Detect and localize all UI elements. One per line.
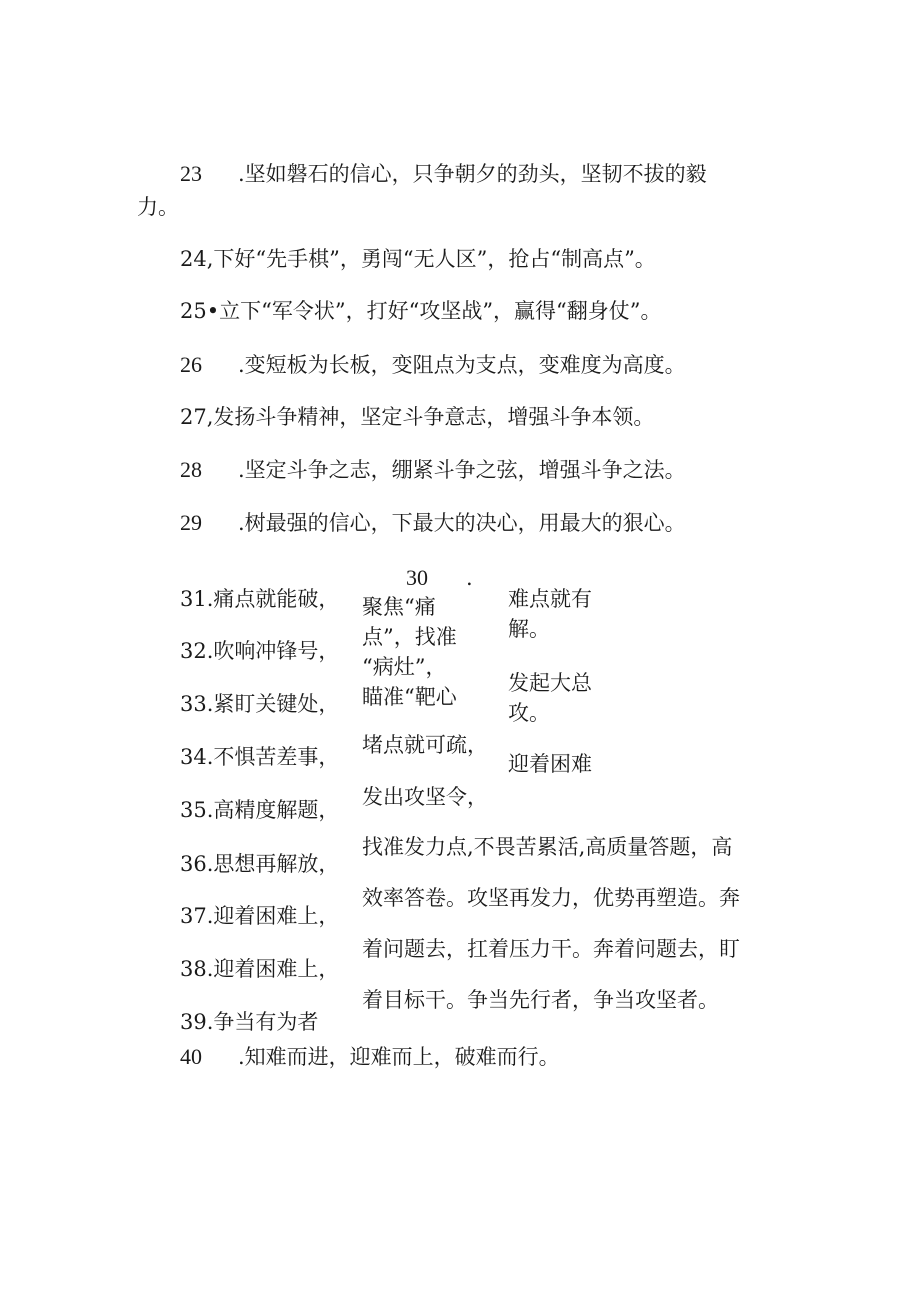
left-item-37: 37.迎着困难上， [180, 904, 340, 928]
left-item-33: 33.紧盯关键处， [180, 692, 340, 716]
item-26-text: .变短板为长板，变阻点为支点，变难度为高度。 [238, 353, 686, 377]
item-26-number: 26 [180, 352, 202, 377]
item-29-number: 29 [180, 510, 202, 535]
left-item-35: 35.高精度解题， [180, 798, 340, 822]
middle-line-3: “病灶”， [362, 655, 447, 679]
item-40-text: .知难而进，迎难而上，破难而行。 [238, 1045, 560, 1069]
wide-line-2: 效率答卷。攻坚再发力，优势再塑造。奔 [362, 886, 740, 910]
wide-line-3: 着问题去，扛着压力干。奔着问题去，盯 [362, 937, 740, 961]
left-item-32: 32.吹响冲锋号， [180, 639, 340, 663]
right-line-5: 迎着困难 [508, 752, 592, 776]
item-30-number: 30 [406, 565, 428, 590]
item-23-text: .坚如磐石的信心，只争朝夕的劲头，坚韧不拔的毅 [238, 162, 707, 186]
right-line-1: 难点就有 [508, 587, 592, 611]
left-column [180, 580, 360, 1034]
right-line-2: 解。 [508, 617, 550, 641]
item-30-dot: . [466, 566, 473, 590]
item-25: 25•立下“军令状”，打好“攻坚战”，赢得“翻身仗”。 [180, 299, 662, 323]
right-line-4: 攻。 [508, 701, 550, 725]
item-23-continuation: 力。 [137, 195, 179, 219]
middle-line-5: 堵点就可疏， [362, 733, 488, 757]
item-40-number: 40 [180, 1044, 202, 1069]
right-column [508, 580, 628, 776]
left-item-39: 39.争当有为者 [180, 1010, 319, 1034]
item-28-number: 28 [180, 457, 202, 482]
middle-line-1: 聚焦“痛 [362, 595, 436, 619]
item-23-number: 23 [180, 161, 202, 186]
item-28-text: .坚定斗争之志，绷紧斗争之弦，增强斗争之法。 [238, 458, 686, 482]
right-line-3: 发起大总 [508, 671, 592, 695]
item-27: 27,发扬斗争精神，坚定斗争意志，增强斗争本领。 [180, 405, 655, 429]
wide-line-4: 着目标干。争当先行者，争当攻坚者。 [362, 988, 719, 1012]
wide-line-1: 找准发力点,不畏苦累活,高质量答题，高 [362, 835, 733, 859]
left-item-38: 38.迎着困难上， [180, 957, 340, 981]
middle-line-2: 点”，找准 [362, 625, 457, 649]
left-item-31: 31.痛点就能破， [180, 587, 340, 611]
item-29-text: .树最强的信心，下最大的决心，用最大的狠心。 [238, 511, 686, 535]
left-item-36: 36.思想再解放， [180, 852, 340, 876]
middle-line-6: 发出攻坚令， [362, 785, 488, 809]
left-item-34: 34.不惧苦差事， [180, 745, 340, 769]
item-24: 24,下好“先手棋”，勇闯“无人区”，抢占“制高点”。 [180, 247, 656, 271]
middle-line-4: 瞄准“靶心 [362, 685, 457, 709]
